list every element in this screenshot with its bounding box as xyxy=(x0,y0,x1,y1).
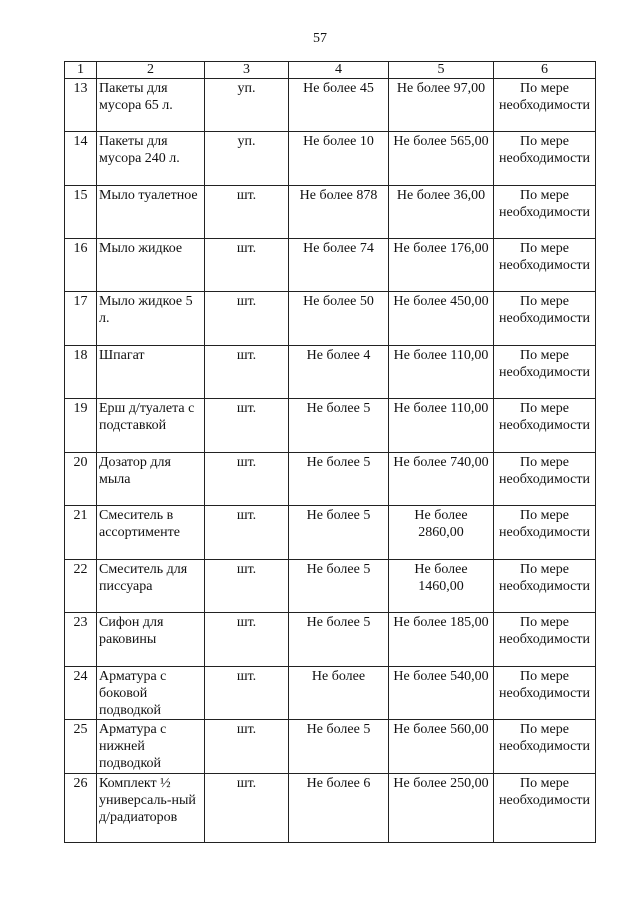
item-price: Не более 110,00 xyxy=(389,399,494,453)
header-cell-2: 2 xyxy=(97,62,205,79)
row-number: 14 xyxy=(65,132,97,186)
item-frequency: По мере необходимости xyxy=(494,292,596,346)
item-frequency: По мере необходимости xyxy=(494,774,596,843)
item-name: Дозатор для мыла xyxy=(97,453,205,506)
item-unit: шт. xyxy=(205,774,289,843)
item-quantity: Не более 878 xyxy=(289,186,389,239)
item-frequency: По мере необходимости xyxy=(494,560,596,613)
item-price: Не более 450,00 xyxy=(389,292,494,346)
table-row xyxy=(65,346,596,399)
header-cell-6: 6 xyxy=(494,62,596,79)
item-name: Мыло туалетное xyxy=(97,186,205,239)
item-unit: шт. xyxy=(205,399,289,453)
item-name: Смеситель для писсуара xyxy=(97,560,205,613)
item-quantity: Не более 10 xyxy=(289,132,389,186)
item-unit: шт. xyxy=(205,506,289,560)
item-quantity: Не более 5 xyxy=(289,453,389,506)
item-price: Не более 176,00 xyxy=(389,239,494,292)
item-price: Не более 185,00 xyxy=(389,613,494,667)
item-quantity: Не более 5 xyxy=(289,506,389,560)
row-number: 16 xyxy=(65,239,97,292)
item-frequency: По мере необходимости xyxy=(494,506,596,560)
table-row xyxy=(65,186,596,239)
item-name: Мыло жидкое xyxy=(97,239,205,292)
item-unit: шт. xyxy=(205,239,289,292)
item-frequency: По мере необходимости xyxy=(494,346,596,399)
item-frequency: По мере необходимости xyxy=(494,79,596,132)
row-number: 13 xyxy=(65,79,97,132)
table-row xyxy=(65,720,596,774)
table-row xyxy=(65,399,596,453)
page-number: 57 xyxy=(313,31,327,46)
table-header-row xyxy=(65,62,596,79)
row-number: 24 xyxy=(65,667,97,720)
item-price: Не более 36,00 xyxy=(389,186,494,239)
table-row xyxy=(65,453,596,506)
item-price: Не более 565,00 xyxy=(389,132,494,186)
row-number: 18 xyxy=(65,346,97,399)
item-name: Арматура с боковой подводкой xyxy=(97,667,205,720)
item-price: Не более 2860,00 xyxy=(389,506,494,560)
item-frequency: По мере необходимости xyxy=(494,239,596,292)
table-row xyxy=(65,613,596,667)
header-cell-5: 5 xyxy=(389,62,494,79)
row-number: 22 xyxy=(65,560,97,613)
item-unit: шт. xyxy=(205,560,289,613)
row-number: 20 xyxy=(65,453,97,506)
item-name: Смеситель в ассортименте xyxy=(97,506,205,560)
item-frequency: По мере необходимости xyxy=(494,186,596,239)
item-frequency: По мере необходимости xyxy=(494,667,596,720)
row-number: 26 xyxy=(65,774,97,843)
item-unit: шт. xyxy=(205,292,289,346)
item-name: Пакеты для мусора 65 л. xyxy=(97,79,205,132)
item-name: Сифон для раковины xyxy=(97,613,205,667)
item-unit: шт. xyxy=(205,186,289,239)
item-quantity: Не более 45 xyxy=(289,79,389,132)
item-unit: шт. xyxy=(205,346,289,399)
item-quantity: Не более 5 xyxy=(289,560,389,613)
table-row xyxy=(65,239,596,292)
table-row xyxy=(65,132,596,186)
item-name: Пакеты для мусора 240 л. xyxy=(97,132,205,186)
table-row xyxy=(65,79,596,132)
item-unit: уп. xyxy=(205,132,289,186)
item-name: Комплект ½ универсаль-ный д/радиаторов xyxy=(97,774,205,843)
item-quantity: Не более 5 xyxy=(289,613,389,667)
item-price: Не более 97,00 xyxy=(389,79,494,132)
item-frequency: По мере необходимости xyxy=(494,132,596,186)
row-number: 15 xyxy=(65,186,97,239)
row-number: 19 xyxy=(65,399,97,453)
item-price: Не более 740,00 xyxy=(389,453,494,506)
supply-table xyxy=(64,61,596,843)
item-unit: шт. xyxy=(205,720,289,774)
table-row xyxy=(65,292,596,346)
item-quantity: Не более 5 xyxy=(289,399,389,453)
row-number: 21 xyxy=(65,506,97,560)
item-unit: шт. xyxy=(205,453,289,506)
row-number: 23 xyxy=(65,613,97,667)
item-name: Шпагат xyxy=(97,346,205,399)
item-price: Не более 110,00 xyxy=(389,346,494,399)
item-price: Не более 250,00 xyxy=(389,774,494,843)
header-cell-1: 1 xyxy=(65,62,97,79)
table-row xyxy=(65,506,596,560)
item-price: Не более 540,00 xyxy=(389,667,494,720)
item-unit: шт. xyxy=(205,667,289,720)
item-unit: уп. xyxy=(205,79,289,132)
item-frequency: По мере необходимости xyxy=(494,720,596,774)
item-frequency: По мере необходимости xyxy=(494,613,596,667)
item-quantity: Не более xyxy=(289,667,389,720)
item-price: Не более 560,00 xyxy=(389,720,494,774)
item-quantity: Не более 5 xyxy=(289,720,389,774)
header-cell-3: 3 xyxy=(205,62,289,79)
item-unit: шт. xyxy=(205,613,289,667)
row-number: 17 xyxy=(65,292,97,346)
item-quantity: Не более 4 xyxy=(289,346,389,399)
item-frequency: По мере необходимости xyxy=(494,399,596,453)
item-quantity: Не более 50 xyxy=(289,292,389,346)
item-quantity: Не более 74 xyxy=(289,239,389,292)
item-price: Не более 1460,00 xyxy=(389,560,494,613)
item-quantity: Не более 6 xyxy=(289,774,389,843)
item-frequency: По мере необходимости xyxy=(494,453,596,506)
table-row xyxy=(65,774,596,843)
table-row xyxy=(65,667,596,720)
header-cell-4: 4 xyxy=(289,62,389,79)
item-name: Ерш д/туалета с подставкой xyxy=(97,399,205,453)
item-name: Мыло жидкое 5 л. xyxy=(97,292,205,346)
item-name: Арматура с нижней подводкой xyxy=(97,720,205,774)
row-number: 25 xyxy=(65,720,97,774)
table-row xyxy=(65,560,596,613)
